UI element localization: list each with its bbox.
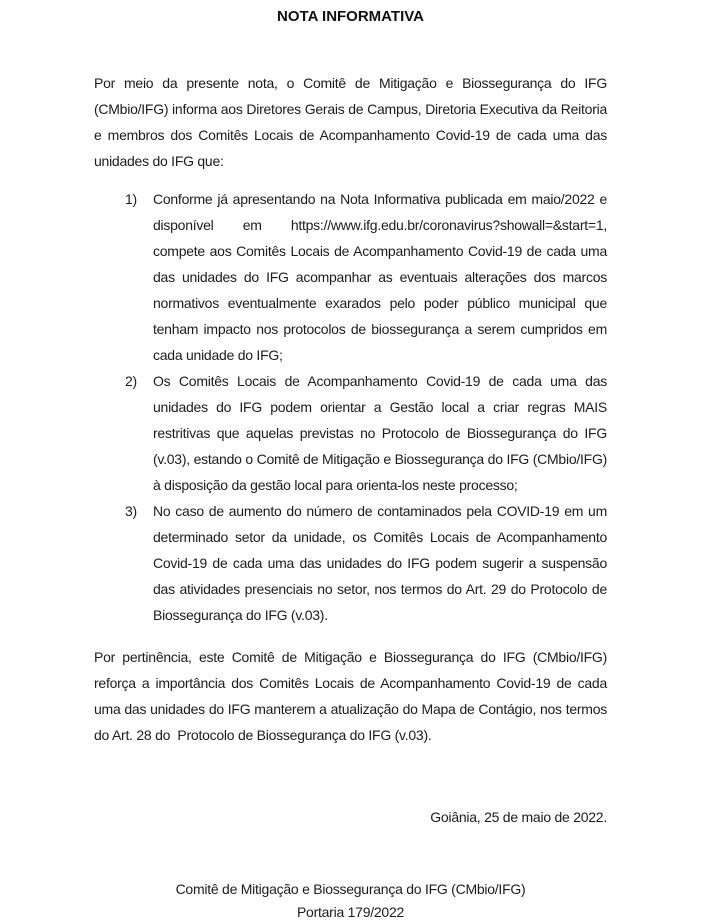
list-item-1-number: 1) xyxy=(125,191,137,207)
signature-committee: Comitê de Mitigação e Biossegurança do IFG (CMbio/IFG) xyxy=(175,881,526,897)
list-item-1-text: Conforme já apresentando na Nota Informativa publicada em maio/2022 e disponível em https://www.ifg.edu.br/coronavirus?showall=&start=1, compete aos Comitês Locais de Acompanhamento Covid-19 de cada uma das unidades do IFG acompanhar as eventuais alterações dos marcos normativos eventualmente exarados pelo poder público municipal que tenham impacto nos protocolos de biossegurança a serem cumpridos em cada unidade do IFG; xyxy=(153,191,611,363)
list-item-3-number: 3) xyxy=(125,503,137,519)
list-item-3 xyxy=(94,498,611,628)
list-item-2 xyxy=(94,368,611,498)
intro-paragraph: Por meio da presente nota, o Comitê de Mitigação e Biossegurança do IFG (CMbio/IFG) informa aos Diretores Gerais de Campus, Diretoria Executiva da Reitoria e membros dos Comitês Locais de Acompanhamento Covid-19 de cada uma das unidades do IFG que: xyxy=(94,75,611,169)
document-title: NOTA INFORMATIVA xyxy=(277,8,424,25)
list-item-3-text: No caso de aumento do número de contaminados pela COVID-19 em um determinado setor da unidade, os Comitês Locais de Acompanhamento Covid-19 de cada uma das unidades do IFG podem sugerir a suspensão das atividades presenciais no setor, nos termos do Art. 29 do Protocolo de Biossegurança do IFG (v.03). xyxy=(153,503,611,623)
dateline: Goiânia, 25 de maio de 2022. xyxy=(430,809,607,825)
list-item-2-text: Os Comitês Locais de Acompanhamento Covid-19 de cada uma das unidades do IFG podem orientar a Gestão local a criar regras MAIS restritivas que aquelas previstas no Protocolo de Biossegurança do IFG (v.03), estando o Comitê de Mitigação e Biossegurança do IFG (CMbio/IFG) à disposição da gestão local para orienta-los neste processo; xyxy=(153,373,611,493)
signature-ordinance: Portaria 179/2022 xyxy=(296,904,405,920)
list-item-1 xyxy=(94,186,611,368)
list-item-2-number: 2) xyxy=(125,373,137,389)
numbered-list xyxy=(94,186,611,628)
signature-block xyxy=(94,878,607,924)
closing-paragraph: Por pertinência, este Comitê de Mitigação e Biossegurança do IFG (CMbio/IFG) reforça a importância dos Comitês Locais de Acompanhamento Covid-19 de cada uma das unidades do IFG manterem a atualização do Mapa de Contágio, nos termos do Art. 28 do Protocolo de Biossegurança do IFG (v.03). xyxy=(94,649,611,743)
